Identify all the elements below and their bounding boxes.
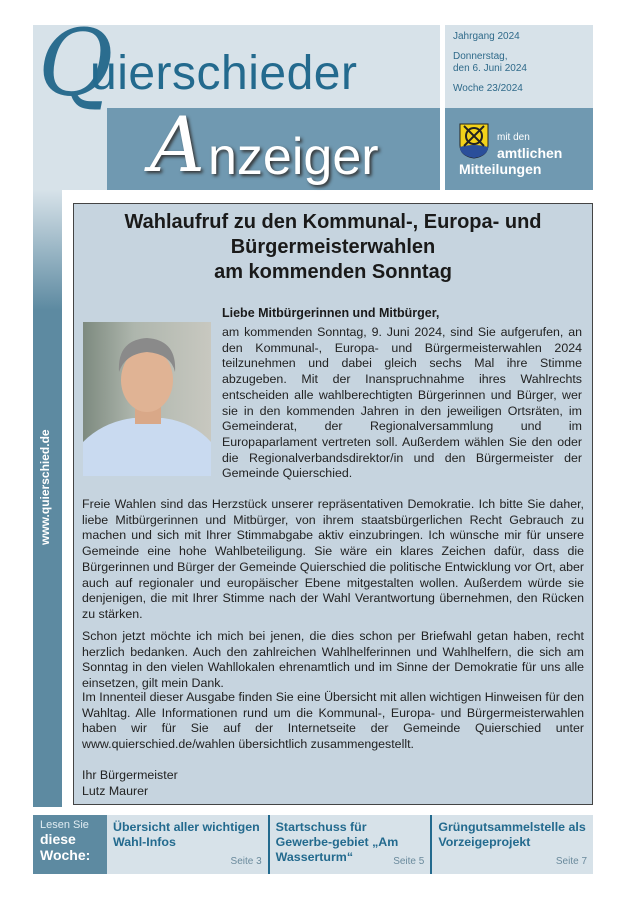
greeting: Liebe Mitbürgerinnen und Mitbürger, (222, 306, 440, 320)
teaser-title: Grüngutsammelstelle als Vorzeigeprojekt (438, 820, 586, 849)
this-label: diese (40, 831, 76, 847)
headline-line: Bürgermeisterwahlen (230, 236, 436, 258)
this-week-label (33, 815, 107, 874)
article-paragraph: Freie Wahlen sind das Herzstück unserer repräsentativen Demokratie. Ich bitte Sie daher, liebe Mitbürgerinnen und Mitbürger, von ihrem staatsbürgerlichen Recht Gebrauch zu machen und sich mit Ihrer Stimmabgabe aktiv einzubringen. Ich wünsche mir für unsere Gemeinde eine hohe Wahlbeteiligung. Sie wäre ein klares Zeichen dafür, dass die Bürgerinnen und Bürger der Gemeinde Quierschied die politische Entwicklung vor Ort, aber auch auf regionaler und europäischer Ebene mitgestalten wollen. Außerdem würde sie denjenigen, die mit Ihrer Stimme nach der Wahl Verantwortung übernehmen, den Rücken zu stärken. (82, 497, 584, 621)
notices-label: Mitteilungen (459, 161, 542, 177)
volume: Jahrgang 2024 (453, 31, 520, 42)
issue-week: Woche 23/2024 (453, 83, 523, 94)
article-paragraph: am kommenden Sonntag, 9. Juni 2024, sind Sie aufgerufen, an den Kommunal-, Europa- und Bürgermeisterwahlen 2024 teilzunehmen und dabei gleich sechs Mal ihre Stimme abzugeben. Mit der Inanspruchnahme ihres Wahlrechts entscheiden alle wahlberechtigten Bürgerinnen und Bürger, wer sie in den kommenden Jahren in den jeweiligen Ortsräten, im Gemeinderat, der Regionalversammlung und im Europaparlament vertreten soll. Außerdem wählen Sie den oder die Regionalverbandsdirektor/in und den Bürgermeister der Gemeinde Quierschied. (222, 325, 582, 481)
issue-date: den 6. Juni 2024 (453, 63, 527, 74)
signature-role: Ihr Bürgermeister (82, 768, 178, 782)
teaser-page-3[interactable] (107, 815, 270, 874)
masthead-subtitle: nzeiger (208, 128, 379, 186)
title-initial: Q (38, 10, 114, 117)
official-label: amtlichen (497, 145, 563, 161)
subtitle-initial: A (150, 100, 205, 189)
masthead-title: uierschieder (90, 47, 358, 100)
teaser-page: Seite 5 (393, 856, 425, 867)
coat-of-arms-icon (459, 123, 489, 159)
with-the-label: mit den (497, 132, 530, 143)
teaser-page: Seite 7 (555, 856, 588, 867)
headline-line: Wahlaufruf zu den Kommunal-, Europa- und (124, 211, 542, 233)
article-paragraph: Schon jetzt möchte ich mich bei jenen, die dies schon per Briefwahl getan haben, recht herzlich bedanken. Auch den zahlreichen Wahlhelferinnen und Wahlhelfern, die sich am Sonntag in den vielen Wahllokalen ehrenamtlich und im Sinne der Demokratie für uns alle einsetzen, gilt mein Dank. (82, 629, 584, 691)
teaser-title: Übersicht aller wichtigen Wahl-Infos (113, 820, 260, 849)
this-week-bar (33, 815, 593, 874)
article-paragraph: Im Innenteil dieser Ausgabe finden Sie eine Übersicht mit allen wichtigen Hinweisen für den Wahltag. Alle Informationen rund um die Kommunal-, Europa- und Bürgermeisterwahlen haben wir für Sie auf der Internetseite der Gemeinde Quierschied unter www.quierschied.de/wahlen übersichtlich zusammengestellt. (82, 690, 584, 752)
masthead-background-left (33, 108, 107, 190)
mayor-portrait (83, 322, 211, 476)
article-headline (85, 210, 581, 285)
teaser-page-5[interactable] (270, 815, 433, 874)
teaser-page-7[interactable] (432, 815, 593, 874)
issue-info (445, 25, 593, 108)
teaser-title: Startschuss für Gewerbe-gebiet „Am Wasserturm“ (275, 820, 399, 864)
teaser-page: Seite 3 (230, 856, 262, 867)
signature (82, 768, 382, 799)
read-label: Lesen Sie (40, 819, 89, 831)
signature-name: Lutz Maurer (82, 783, 149, 798)
website-url[interactable]: www.quierschied.de (38, 429, 52, 545)
week-label: Woche: (40, 847, 91, 863)
weekday: Donnerstag, (453, 51, 508, 62)
headline-line: am kommenden Sonntag (214, 261, 452, 283)
